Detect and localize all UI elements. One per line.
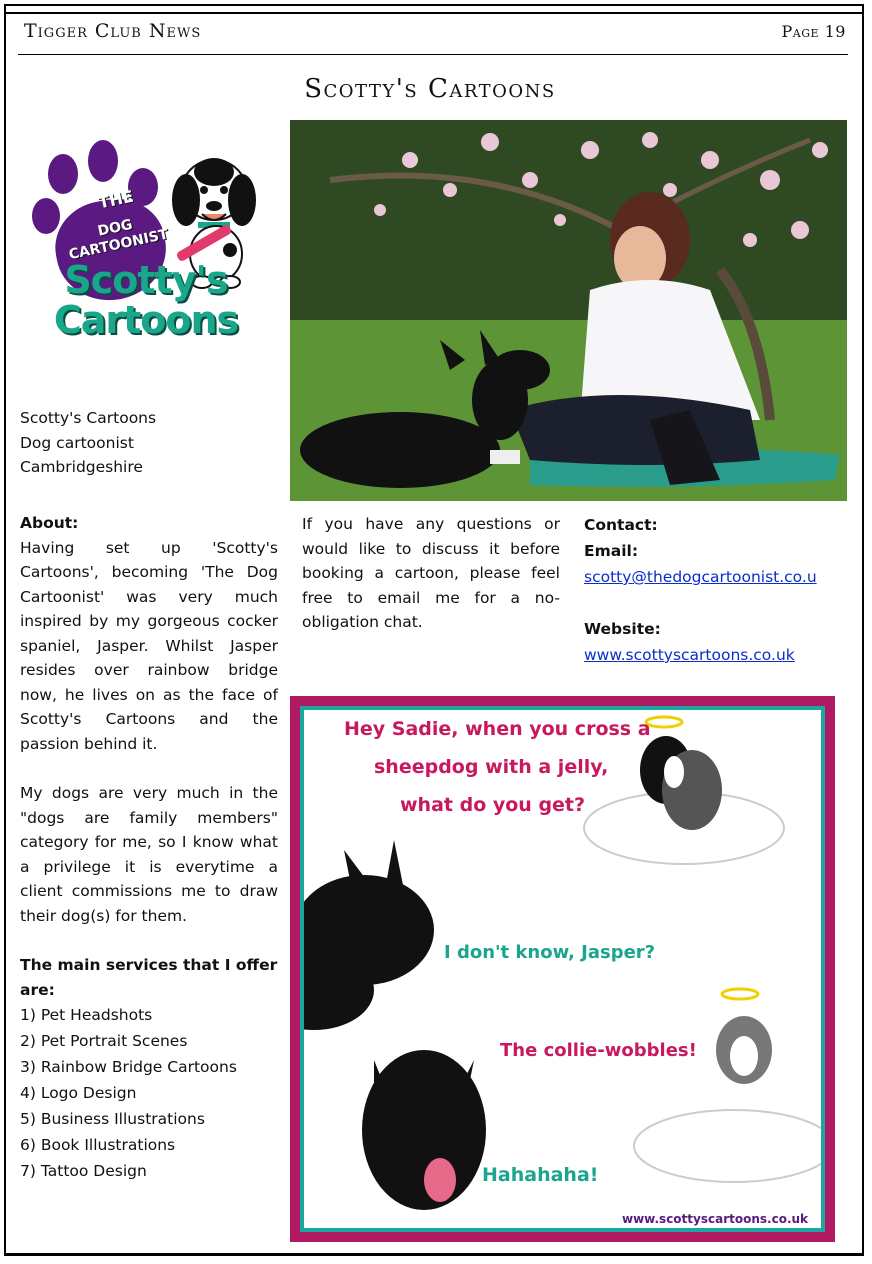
spacer [20,928,278,953]
article-title: Scotty's Cartoons [304,74,556,104]
page-number: Page 19 [781,22,846,41]
joke-cartoon [290,696,835,1242]
website-label: Website: [584,620,661,638]
newsletter-title: Tigger Club News [24,20,202,42]
caption-reply2: The collie-wobbles! [500,1040,697,1061]
joke-cartoon-inner [300,706,825,1232]
logo-brand-line2: Cartoons [53,298,239,342]
email-label: Email: [584,542,639,560]
header-rule [18,54,848,55]
website-link[interactable]: www.scottyscartoons.co.uk [584,646,795,664]
spacer [20,756,278,781]
cartoon-url: www.scottyscartoons.co.uk [622,1212,809,1226]
services-item: 5) Business Illustrations [20,1110,205,1128]
spacer [584,590,854,616]
frame-inner-rule [6,12,862,14]
services-item: 3) Rainbow Bridge Cartoons [20,1058,237,1076]
photo-woman-with-dog [290,120,847,501]
contact-heading: Contact: [584,516,658,534]
profile-location: Cambridgeshire [20,458,143,476]
paw-toe-4 [32,198,60,234]
services-item: 7) Tattoo Design [20,1162,147,1180]
logo-dog-cartoonist-text: DOG CARTOONIST [67,216,170,264]
caption-line3: what do you get? [400,794,586,816]
about-paragraph-2: My dogs are very much in the "dogs are family members" category for me, so I know what a privilege it is everytime a client commissions me to draw their dog(s) for them. [20,784,278,925]
profile-block [20,406,278,480]
about-heading: About: [20,514,79,532]
about-section [20,511,278,1184]
paw-toe-1 [48,154,78,194]
profile-name: Scotty's Cartoons [20,409,157,427]
services-item: 1) Pet Headshots [20,1006,153,1024]
logo-the-text: THE [96,186,136,213]
services-heading: The main services that I offer are: [20,956,278,999]
services-item: 6) Book Illustrations [20,1136,176,1154]
about-paragraph-1: Having set up 'Scotty's Cartoons', becoming 'The Dog Cartoonist' was very much inspired by my gorgeous cocker spaniel, Jasper. Whilst Jasper resides over rainbow bridge now, he lives on as the face of Scotty's Cartoons and the passion behind it. [20,538,278,753]
services-item: 4) Logo Design [20,1084,137,1102]
caption-line2: sheepdog with a jelly, [374,756,609,778]
scottys-cartoons-logo [26,140,266,350]
questions-paragraph: If you have any questions or would like to discuss it before booking a cartoon, please feel free to email me for a no-obligation chat. [302,515,560,631]
logo-brand-line1: Scotty's [64,258,228,302]
caption-reply1: I don't know, Jasper? [444,942,656,963]
logo-brand-text [28,260,264,340]
photo-illustration [290,120,847,501]
profile-role: Dog cartoonist [20,433,134,452]
services-item: 2) Pet Portrait Scenes [20,1032,188,1050]
caption-line1: Hey Sadie, when you cross a [344,718,651,740]
paw-toe-2 [88,140,118,182]
caption-laugh: Hahahaha! [482,1164,599,1186]
cartoon-illustration [304,710,825,1232]
email-link[interactable]: scotty@thedogcartoonist.co.u [584,568,817,586]
contact-section [584,512,854,668]
